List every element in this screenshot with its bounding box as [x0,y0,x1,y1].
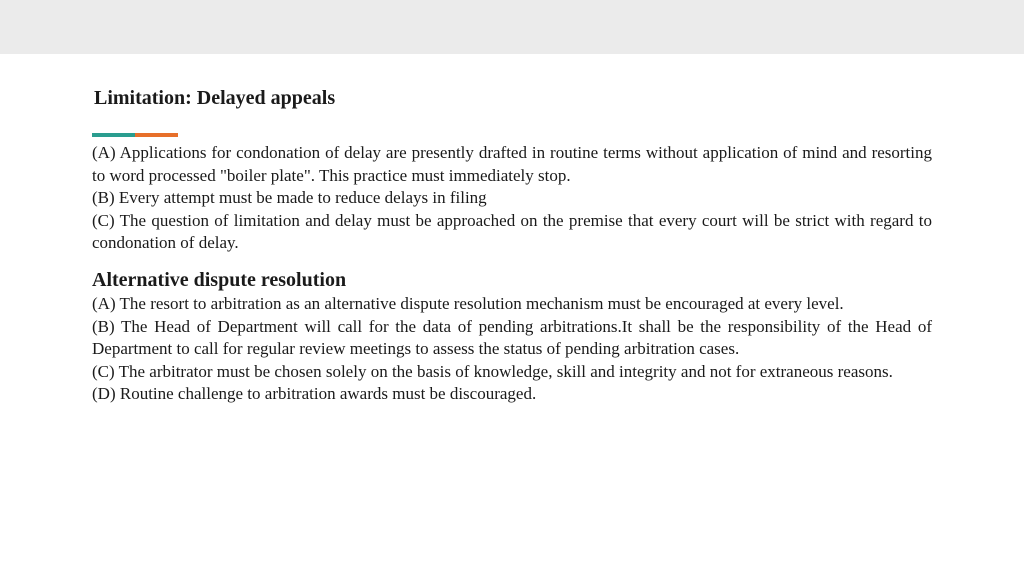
adr-item-a: (A) The resort to arbitration as an alternative dispute resolution mechanism must be encouraged at every level. [92,293,844,313]
accent-bar-teal [92,133,135,137]
accent-bar-orange [135,133,178,137]
adr-item-c: (C) The arbitrator must be chosen solely on the basis of knowledge, skill and integrity and not for extraneous reasons. [92,361,893,381]
limitation-item-c: (C) The question of limitation and delay must be approached on the premise that every court will be strict with regard to condonation of delay. [92,210,932,253]
slide-body [92,142,932,406]
adr-item-d: (D) Routine challenge to arbitration awards must be discouraged. [92,384,537,404]
top-band [0,0,1024,54]
slide [0,54,1024,576]
adr-item-b: (B) The Head of Department will call for the data of pending arbitrations.It shall be the responsibility of the Head of Department to call for regular review meetings to assess the status of pending arbitration cases. [92,316,932,359]
adr-heading: Alternative dispute resolution [92,268,347,291]
limitation-item-b: (B) Every attempt must be made to reduce delays in filing [92,188,487,208]
limitation-item-a: (A) Applications for condonation of delay are presently drafted in routine terms without application of mind and resorting to word processed "boiler plate". This practice must immediately stop. [92,143,932,185]
slide-title: Limitation: Delayed appeals [94,87,336,109]
accent-bar [92,133,178,137]
